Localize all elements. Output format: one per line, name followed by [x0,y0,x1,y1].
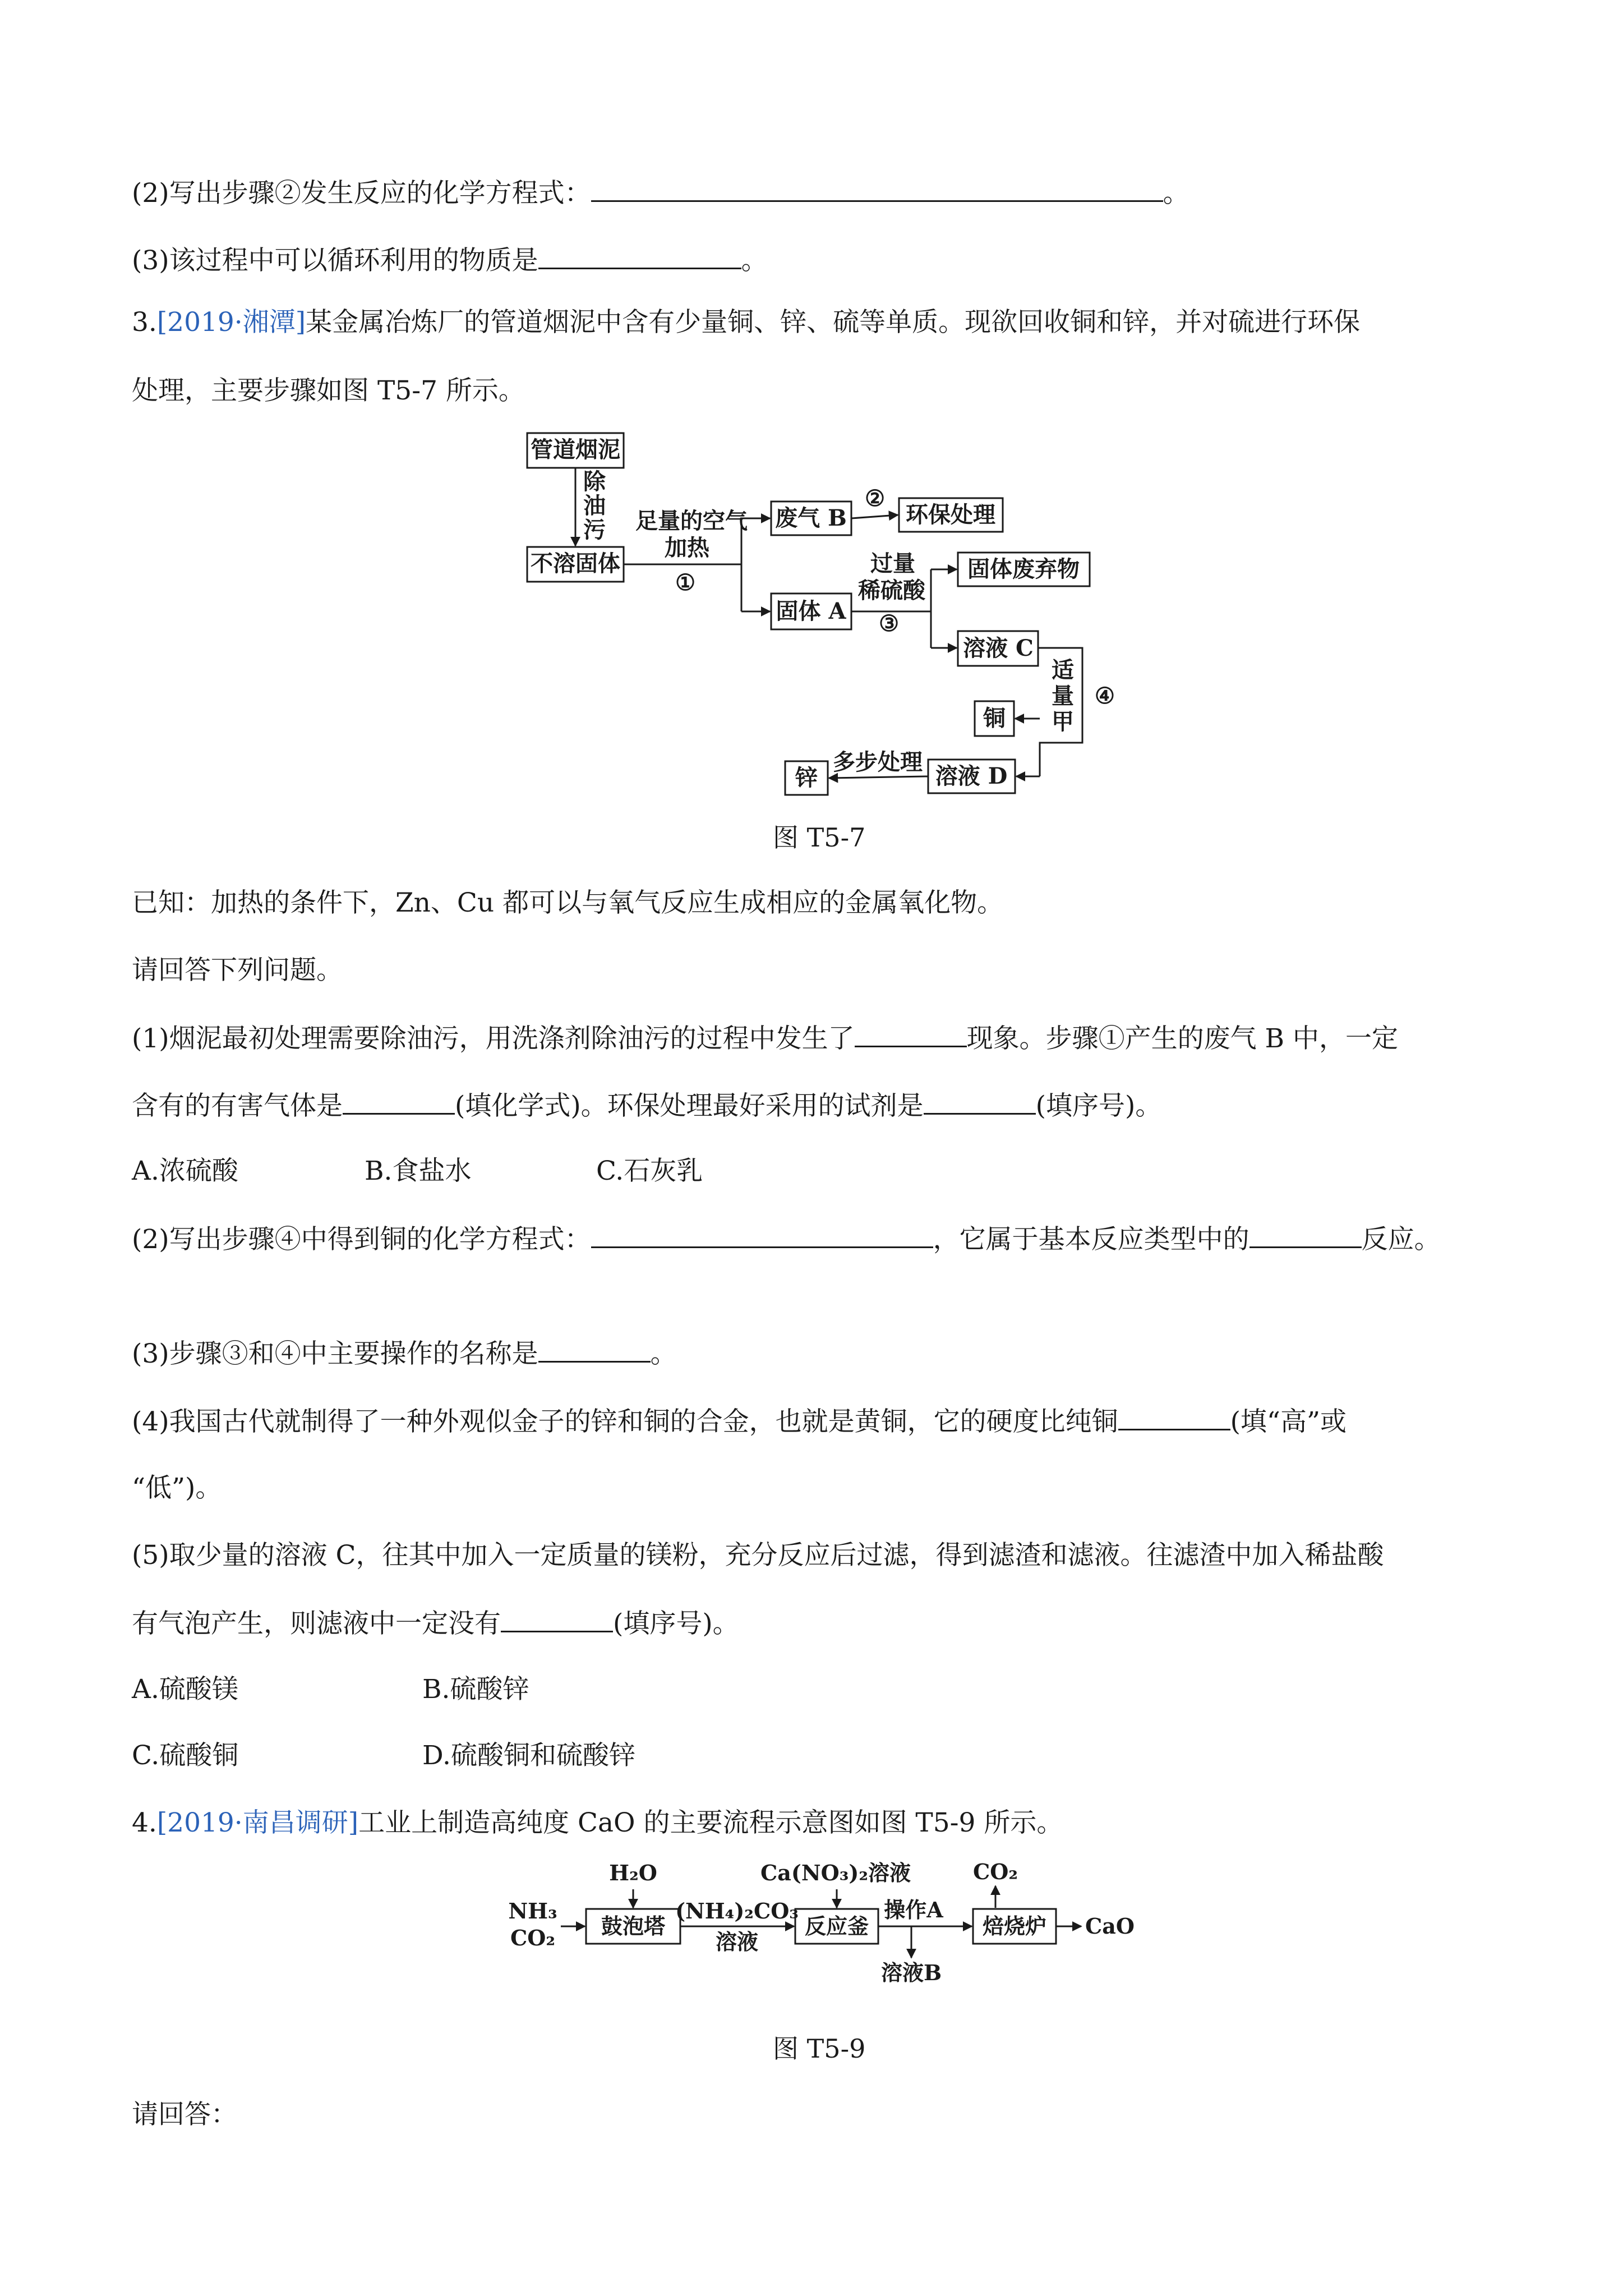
q3-part3-line: (3)步骤③和④中主要操作的名称是 。 [132,1336,677,1371]
q2-part2-line: (2)写出步骤②发生反应的化学方程式： 。 [132,176,1189,210]
step-degrease-char: 污 [583,517,606,543]
source-tag: [2019·湘潭] [156,307,306,338]
box-copper-label: 铜 [983,705,1006,731]
label-soln: 溶液 [715,1929,759,1954]
option[interactable]: C.石灰乳 [596,1156,703,1186]
box-sol-d-label: 溶液 D [935,763,1008,789]
label-salt: (NH₄)₂CO₃ [675,1898,799,1924]
label-heat: 加热 [665,535,709,561]
option[interactable]: C.硫酸铜 [132,1740,239,1771]
box-tower-label: 鼓泡塔 [601,1913,666,1939]
flowchart-t5-7 [0,0,1623,841]
label-jia-char: 适 [1052,657,1074,683]
option[interactable]: A.浓硫酸 [132,1156,238,1186]
output-sol-b: 溶液B [880,1960,942,1985]
output-co2: CO₂ [973,1859,1018,1884]
label-acid: 稀硫酸 [858,577,925,604]
q3-part1-line: (1)烟泥最初处理需要除油污，用洗涤剂除油污的过程中发生了 现象。步骤①产生的废气 B 中，一定 [132,1021,1398,1056]
box-zinc-label: 锌 [795,765,818,791]
option[interactable]: A.硫酸镁 [132,1674,238,1705]
step-4: ④ [1095,683,1115,709]
q4-prompt: 请回答： [132,2099,237,2130]
flowchart-t5-9 [0,1840,1623,2019]
box-gas-b-label: 废气 B [775,505,847,531]
input-water: H₂O [609,1860,657,1885]
q3-part4-line: (4)我国古代就制得了一种外观似金子的锌和铜的合金，也就是黄铜，它的硬度比纯铜 (填“高”或 [132,1404,1347,1439]
answer-blank[interactable] [855,1021,967,1047]
question-prompt: 请回答下列问题。 [132,955,343,986]
label-op: 操作A [884,1897,943,1922]
figure-caption: 图 T5-9 [773,2033,866,2064]
box-waste-label: 固体废弃物 [967,556,1080,582]
answer-blank[interactable] [1118,1404,1230,1430]
answer-blank[interactable] [343,1088,455,1115]
box-solid-a-label: 固体 A [776,598,846,624]
label-jia-char: 量 [1052,683,1074,709]
q4-heading: 4.[2019·南昌调研]工业上制造高纯度 CaO 的主要流程示意图如图 T5-9 所示。 [132,1807,1063,1838]
step-3: ③ [879,610,899,637]
step-degrease-char: 油 [583,493,606,519]
source-tag: [2019·南昌调研] [156,1807,359,1838]
box-insoluble-label: 不溶固体 [531,550,620,577]
known-info: 已知：加热的条件下，Zn、Cu 都可以与氧气反应生成相应的金属氧化物。 [132,887,1004,918]
option[interactable]: D.硫酸铜和硫酸锌 [422,1740,635,1771]
q3-part1-line2: 含有的有害气体是 (填化学式)。环保处理最好采用的试剂是 (填序号)。 [132,1088,1161,1123]
option[interactable]: B.食盐水 [365,1156,472,1186]
answer-blank[interactable] [538,1336,651,1363]
step-degrease-char: 除 [583,468,606,495]
answer-blank[interactable] [591,1222,933,1248]
answer-blank[interactable] [501,1606,613,1632]
label-excess: 过量 [870,550,915,577]
box-sludge-label: 管道烟泥 [531,436,620,463]
box-env-label: 环保处理 [906,501,995,528]
box-sol-c-label: 溶液 C [963,635,1034,661]
q3-part2-line: (2)写出步骤④中得到铜的化学方程式： ，它属于基本反应类型中的 反应。 [132,1222,1441,1257]
q3-part5-line: (5)取少量的溶液 C，往其中加入一定质量的镁粉，充分反应后过滤，得到滤渣和滤液。往滤渣中加入稀盐酸 [132,1540,1384,1571]
q3-part5-line2: 有气泡产生，则滤液中一定没有 (填序号)。 [132,1606,739,1641]
box-furnace-label: 焙烧炉 [982,1913,1047,1939]
label-air: 足量的空气 [635,508,748,534]
label-jia-char: 甲 [1052,708,1074,735]
figure-caption: 图 T5-7 [773,822,866,853]
q3-heading-cont: 处理，主要步骤如图 T5-7 所示。 [132,375,525,406]
input-co2: CO₂ [510,1925,555,1950]
step-2: ② [865,485,885,512]
q3-heading: 3.[2019·湘潭]某金属冶炼厂的管道烟泥中含有少量铜、锌、硫等单质。现欲回收铜和锌，并对硫进行环保 [132,307,1361,338]
label-multi: 多步处理 [833,749,923,775]
box-reactor-label: 反应釜 [804,1913,869,1939]
q3-part4-line2: “低”)。 [132,1473,222,1503]
q2-part3-line: (3)该过程中可以循环利用的物质是 。 [132,243,768,278]
answer-blank[interactable] [1249,1222,1362,1248]
option[interactable]: B.硫酸锌 [422,1674,529,1705]
input-nh3: NH₃ [508,1898,557,1924]
step-1: ① [675,569,695,596]
input-reagent: Ca(NO₃)₂溶液 [760,1860,911,1885]
answer-blank[interactable] [924,1088,1036,1115]
product-cao: CaO [1085,1913,1135,1939]
